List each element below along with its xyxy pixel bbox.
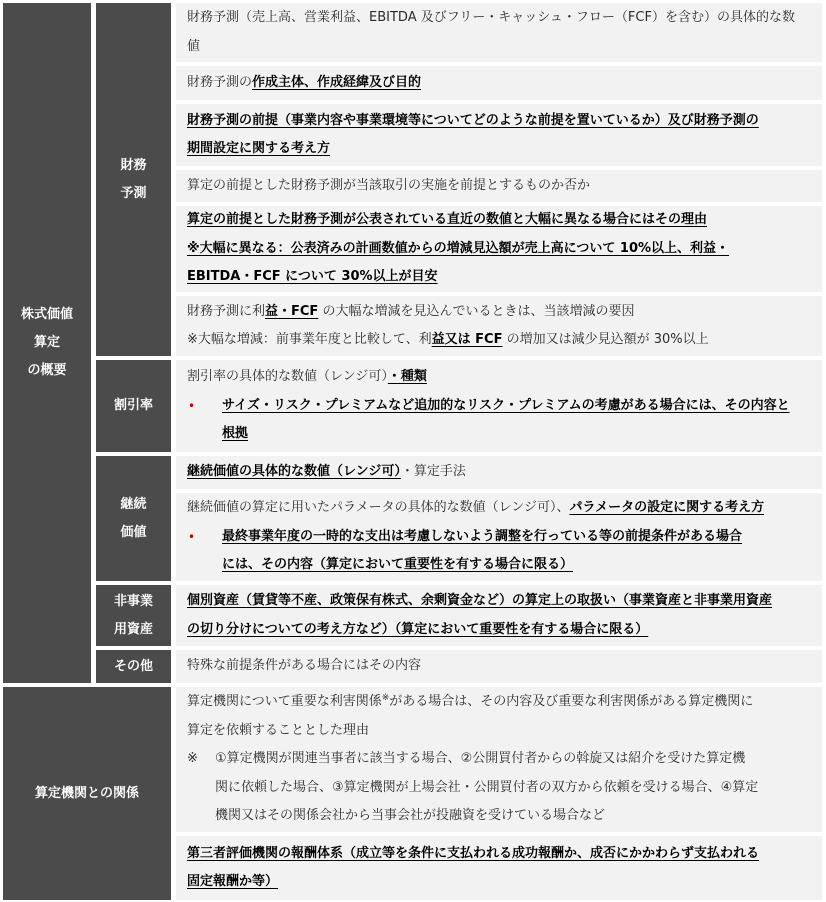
label-line: 割引率 — [113, 398, 153, 413]
label-line: 算定機関との関係 — [34, 785, 139, 801]
note-line: 機関又はその関係会社から当事会社が投融資を受けている場合など — [215, 808, 606, 824]
emphasis-text: EBITDA・FCF について 30%以上が目安 — [187, 269, 438, 285]
text-line — [187, 172, 816, 201]
text-line — [187, 206, 816, 235]
text-segment: 特殊な前提条件がある場合にはその内容 — [187, 658, 422, 674]
text-segment: 財務予測の — [187, 74, 253, 90]
text-line — [222, 551, 816, 580]
text-line — [222, 392, 816, 421]
label-line: 株式価値 — [20, 307, 73, 322]
text-line — [187, 652, 816, 681]
note-line: ①算定機関が関連当事者に該当する場合、②公開買付者からの斡旋又は紹介を受けた算定機 — [215, 751, 746, 767]
label-line: 算定 — [33, 335, 60, 350]
text-line — [187, 263, 816, 292]
forecast-deviation-reason-item — [176, 206, 822, 292]
text-line — [187, 717, 816, 746]
text-line — [187, 363, 816, 392]
text-line — [222, 420, 816, 449]
terminal-value-label — [96, 456, 171, 581]
note-marker: ※ — [187, 751, 198, 767]
emphasis-text: 益・FCF — [265, 303, 319, 319]
text-segment: の大幅な増減を見込んでいるときは、当該増減の要因 — [318, 303, 635, 319]
forecast-significant-change-item — [176, 296, 822, 356]
note-line: 関に依頼した場合、③算定機関が上場会社・公開買付者の双方から依頼を受ける場合、④算定 — [215, 779, 759, 795]
emphasis-text: 継続価値の具体的な数値（レンジ可） — [187, 464, 401, 480]
text-segment: 継続価値の算定に用いたパラメータの具体的な数値（レンジ可）、 — [187, 500, 570, 516]
text-segment: 算定機関について重要な利害関係 — [187, 694, 382, 710]
text-line — [187, 458, 816, 487]
emphasis-text: パラメータの設定に関する考え方 — [569, 500, 765, 516]
text-segment: ・算定手法 — [400, 464, 466, 480]
emphasis-text: ※大幅に異なる：公表済みの計画数値からの増減見込額が売上高について 10%以上、利益・ — [187, 240, 730, 256]
emphasis-text: 財務予測の前提（事業内容や事業環境等についてどのような前提を置いているか）及び財務予測の — [187, 112, 759, 128]
label-line: 財務 — [120, 157, 147, 173]
text-line — [187, 33, 816, 62]
fee-structure-item — [176, 836, 822, 900]
emphasis-text: 最終事業年度の一時的な支出は考慮しないよう調整を行っている等の前提条件がある場合 — [222, 528, 743, 544]
text-line — [187, 840, 816, 869]
forecast-transaction-premise-item — [176, 170, 822, 202]
text-line — [187, 298, 816, 327]
label-line: 継続 — [120, 496, 147, 512]
forecast-preparer-item — [176, 66, 822, 100]
text-line — [187, 688, 816, 717]
label-line: 価値 — [120, 524, 147, 540]
text-line — [222, 523, 816, 552]
emphasis-text: 算定の前提とした財務予測が公表されている直近の数値と大幅に異なる場合にはその理由 — [187, 212, 708, 228]
discount-rate-label — [96, 360, 171, 452]
emphasis-text: 期間設定に関する考え方 — [187, 141, 331, 156]
emphasis-text: の切り分けについての考え方など）（算定において重要性を有する場合に限る） — [187, 621, 649, 637]
label-line: 非事業 — [113, 593, 153, 609]
text-line — [187, 4, 816, 33]
text-line — [187, 494, 816, 523]
text-segment: がある場合は、その内容及び重要な利害関係がある算定機関に — [389, 694, 754, 710]
text-line — [187, 326, 816, 355]
non-operating-assets-label — [96, 585, 171, 646]
emphasis-text: 根拠 — [222, 426, 249, 442]
text-segment: ※大幅な増減：前事業年度と比較して、利 — [187, 332, 432, 347]
emphasis-text: サイズ・リスク・プレミアムなど追加的なリスク・プレミアムの考慮がある場合には、その内容と — [222, 397, 790, 413]
bullet-icon: • — [188, 529, 196, 544]
bullet-icon: • — [188, 398, 196, 413]
emphasis-text: 第三者評価機関の報酬体系（成立等を条件に支払われる成功報酬か、成否にかかわらず支払われる — [187, 845, 760, 861]
valuation-agency-relationship-label — [3, 687, 171, 900]
terminal-value-figures-item — [176, 456, 822, 489]
other-label — [96, 650, 171, 683]
label-line: その他 — [113, 658, 153, 674]
text-line — [187, 107, 816, 136]
emphasis-text: には、その内容（算定において重要性を有する場合に限る） — [222, 557, 574, 573]
label-line: 用資産 — [113, 621, 153, 637]
terminal-value-parameters-item — [176, 493, 822, 581]
text-line — [187, 868, 816, 897]
text-segment: 値 — [187, 38, 201, 54]
label-line: 予測 — [120, 185, 147, 201]
discount-rate-item — [176, 360, 822, 452]
emphasis-text: ・種類 — [387, 369, 427, 385]
emphasis-text: 作成主体、作成経緯及び目的 — [252, 74, 422, 90]
forecast-assumptions-item — [176, 104, 822, 166]
bullet-paragraph — [187, 392, 816, 449]
emphasis-text: 個別資産（賃貸等不産、政策保有株式、余剰資金など）の算定上の取扱い（事業資産と非事業用資産 — [187, 593, 773, 608]
text-segment: 算定を依頼することとした理由 — [187, 722, 370, 738]
forecast-specific-figures-item — [176, 3, 822, 62]
text-line — [187, 235, 816, 264]
footnote-block — [187, 745, 816, 831]
conflict-of-interest-item — [176, 687, 822, 832]
valuation-overview-label — [3, 3, 91, 683]
bullet-paragraph — [187, 523, 816, 580]
text-line — [187, 69, 816, 98]
emphasis-text: 固定報酬か等） — [187, 874, 279, 889]
other-item — [176, 650, 822, 683]
text-segment: 財務予測に利 — [187, 303, 266, 319]
emphasis-text: 益又は FCF — [431, 332, 503, 347]
text-line — [187, 135, 816, 164]
text-segment: 財務予測（売上高、営業利益、EBITDA 及びフリー・キャッシュ・フロー（FCF）を含む）の具体的な数 — [187, 10, 795, 25]
financial-forecast-label — [96, 3, 171, 356]
text-line — [187, 616, 816, 645]
text-segment: 算定の前提とした財務予測が当該取引の実施を前提とするものか否か — [187, 177, 591, 193]
label-line: の概要 — [27, 363, 67, 378]
non-operating-assets-item — [176, 585, 822, 646]
footnote-mark: ※ — [381, 693, 390, 704]
text-segment: 割引率の具体的な数値（レンジ可） — [187, 369, 388, 385]
text-segment: の増加又は減少見込額が 30%以上 — [502, 332, 709, 347]
text-line — [187, 587, 816, 616]
